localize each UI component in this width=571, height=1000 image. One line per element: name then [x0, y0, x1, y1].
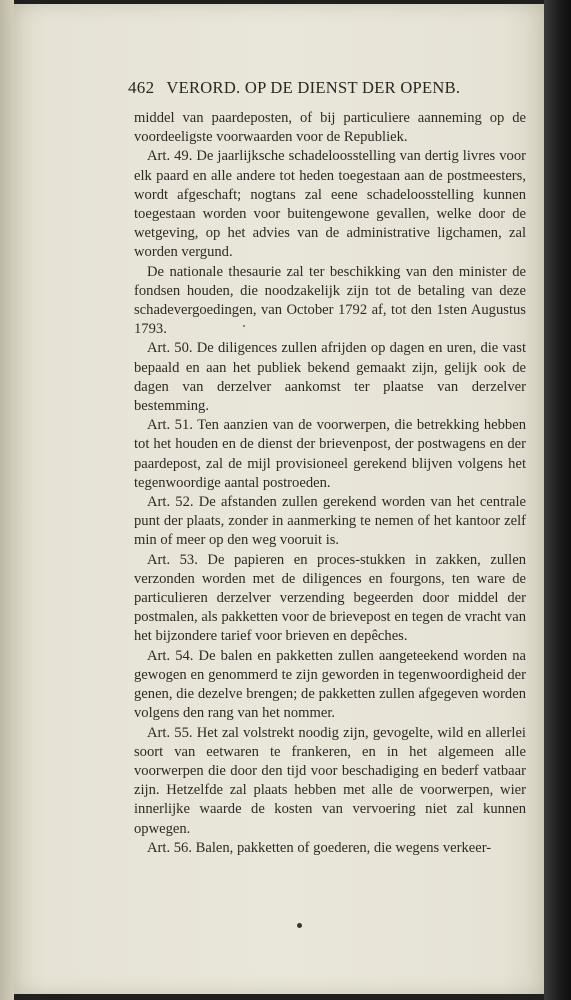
ink-dot-mark	[297, 923, 302, 928]
paragraph: Art. 55. Het zal volstrekt noodig zijn, gevogelte, wild en allerlei soort van eetwaren te frankeren, en in het algemeen alle voorwerpen die door den tijd voor beschadiging en bederf vatbaar zijn. Hetzelfde zal plaats hebben met alle de voorwerpen, wier innerlijke waarde de kosten van vervoering niet zal kunnen opwegen.	[134, 724, 526, 837]
paragraph: Art. 54. De balen en pakketten zullen aangeteekend worden na gewogen en genommerd te zijn geworden in tegenwoordigheid der genen, die dezelve brengen; de pakketten zullen afgegeven worden volgens den rang van het nommer.	[134, 647, 526, 722]
paragraph: Art. 51. Ten aanzien van de voorwerpen, die betrekking hebben tot het houden en de dienst der brievenpost, der postwagens en der paardepost, zal de mijl provisioneel gerekend blijven volgens het tegenwoordige aantal postroeden.	[134, 417, 526, 491]
paragraph: Art. 49. De jaarlijksche schadeloosstelling van dertig livres voor elk paard en alle andere tot heden toegestaan aan de postmeesters, wordt afgeschaft; nogtans zal eene schadeloosstelling kunnen toegestaan worden voor buitengewone gevallen, welke door de wetgeving, op het advies van de administrative ligchamen, zal worden vergund.	[134, 148, 526, 261]
paragraph: middel van paardeposten, of bij particuliere aanneming op de voordeeligste voorwaarden voor de Republiek.	[134, 110, 526, 146]
running-head-title: VERORD. OP DE DIENST DER OPENB.	[166, 78, 461, 97]
paragraph: De nationale thesaurie zal ter beschikking van den minister de fondsen houden, die noodzakelijk zijn tot de betaling van deze schadevergoedingen, van October 1792 af, tot den 1sten Augustus 1793.	[134, 263, 526, 338]
page-left-edge	[0, 0, 14, 1000]
running-header	[128, 78, 498, 98]
paragraph: Art. 56. Balen, pakketten of goederen, die wegens verkeer-	[147, 839, 492, 856]
book-binding-edge	[544, 0, 571, 1000]
paragraph: Art. 53. De papieren en proces-stukken in zakken, zullen verzonden worden met de diligences en fourgons, ten ware de particulieren derzelver verzending begeerden door middel der postmalen, als pakketten voor de brievepost en tegen de vracht van het bijzondere tarief voor brieven en depêches.	[134, 551, 526, 645]
page-number: 462	[128, 78, 155, 97]
paragraph: Art. 50. De diligences zullen afrijden op dagen en uren, die vast bepaald en aan het publiek bekend gemaakt zijn, gelijk ook de dagen van derzelver aankomst ter plaatse van derzelver bestemming.	[134, 340, 526, 415]
body-text	[134, 109, 526, 858]
paragraph: Art. 52. De afstanden zullen gerekend worden van het centrale punt der plaats, zonder in aanmerking te nemen of het kantoor zelf min of meer op den weg vooruit is.	[134, 494, 526, 549]
ink-speck	[243, 325, 245, 327]
